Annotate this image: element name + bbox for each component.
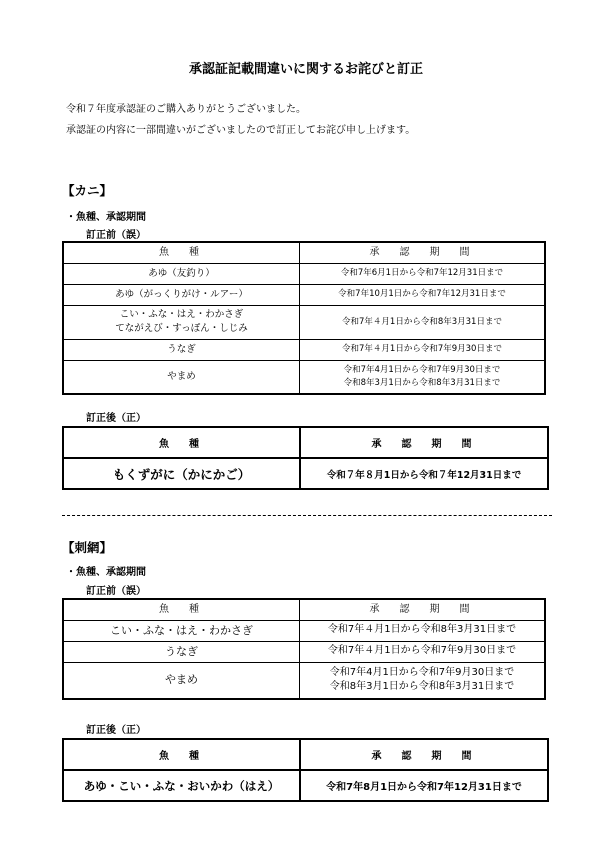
section-divider (62, 515, 552, 516)
period-cell: 令和7年8月1日から令和7年12月31日まで (300, 770, 548, 801)
bullet-label: ・魚種、承認期間 (66, 212, 146, 223)
period-cell: 令和7年４月1日から令和7年9月30日まで (300, 339, 546, 360)
before-label: 訂正前（誤） (86, 586, 146, 597)
header-fish: 魚 種 (63, 427, 300, 458)
after-table-sashiami (62, 738, 549, 802)
after-label: 訂正後（正） (86, 413, 146, 424)
period-cell: 令和7年10月1日から令和7年12月31日まで (300, 284, 546, 305)
page-title: 承認証記載間違いに関するお詫びと訂正 (188, 62, 423, 77)
header-fish: 魚 種 (63, 242, 300, 263)
table-row (63, 284, 545, 305)
table-row (63, 662, 545, 699)
section-heading-kani: 【カニ】 (62, 183, 113, 198)
after-label: 訂正後（正） (86, 725, 146, 736)
table-row (63, 339, 545, 360)
table-row (63, 360, 545, 394)
fish-cell: うなぎ (63, 339, 300, 360)
period-cell: 令和7年4月1日から令和7年9月30日まで 令和8年3月1日から令和8年3月31日まで (300, 662, 546, 699)
intro-line-1: 令和７年度承認証のご購入ありがとうございました。 (66, 104, 306, 115)
fish-cell: こい・ふな・はえ・わかさぎ (63, 620, 300, 641)
table-row (63, 770, 548, 801)
table-row (63, 305, 545, 339)
header-fish: 魚 種 (63, 739, 300, 770)
fish-cell: やまめ (63, 662, 300, 699)
bullet-label: ・魚種、承認期間 (66, 567, 146, 578)
fish-cell: もくずがに（かにかご） (63, 458, 300, 489)
before-table-sashiami (62, 598, 546, 700)
header-fish: 魚 種 (63, 599, 300, 620)
header-period: 承 認 期 間 (300, 599, 546, 620)
table-row (63, 620, 545, 641)
fish-cell: こい・ふな・はえ・わかさぎ てながえび・すっぽん・しじみ (63, 305, 300, 339)
fish-cell: うなぎ (63, 641, 300, 662)
before-label: 訂正前（誤） (86, 230, 146, 241)
header-period: 承 認 期 間 (300, 739, 548, 770)
table-row (63, 641, 545, 662)
fish-cell: あゆ・こい・ふな・おいかわ（はえ） (63, 770, 300, 801)
fish-cell: やまめ (63, 360, 300, 394)
after-table-kani (62, 426, 549, 490)
period-cell: 令和7年４月1日から令和7年9月30日まで (300, 641, 546, 662)
table-row (63, 458, 548, 489)
period-cell: 令和7年4月1日から令和7年9月30日まで 令和8年3月1日から令和8年3月31日まで (300, 360, 546, 394)
header-period: 承 認 期 間 (300, 242, 546, 263)
section-heading-sashiami: 【刺網】 (62, 540, 113, 555)
fish-cell: あゆ（がっくりがけ・ルアー） (63, 284, 300, 305)
period-cell: 令和７年８月1日から令和７年12月31日まで (300, 458, 548, 489)
intro-line-2: 承認証の内容に一部間違いがございましたので訂正してお詫び申し上げます。 (66, 125, 416, 136)
period-cell: 令和7年４月1日から令和8年3月31日まで (300, 305, 546, 339)
table-row (63, 263, 545, 284)
before-table-kani (62, 241, 546, 395)
period-cell: 令和7年４月1日から令和8年3月31日まで (300, 620, 546, 641)
header-period: 承 認 期 間 (300, 427, 548, 458)
period-cell: 令和7年6月1日から令和7年12月31日まで (300, 263, 546, 284)
fish-cell: あゆ（友釣り） (63, 263, 300, 284)
